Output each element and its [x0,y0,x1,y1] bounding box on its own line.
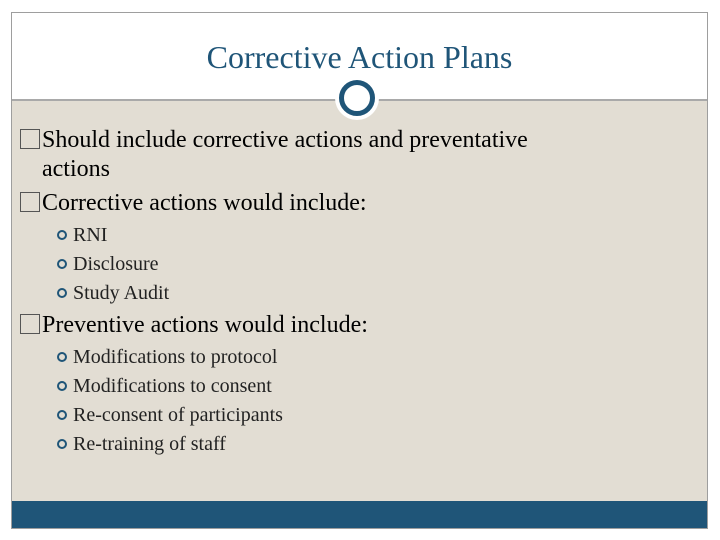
sub-bullet-item [57,432,226,456]
bullet-item [20,126,528,184]
sub-bullet-item [57,345,277,369]
ring-bullet-icon [57,352,67,362]
sub-bullet-item [57,281,169,305]
sub-bullet-text: RNI [73,224,108,246]
sub-bullet-text: Disclosure [73,253,159,275]
ring-bullet-icon [57,259,67,269]
sub-bullet-text: Modifications to consent [73,375,272,397]
ring-bullet-icon [57,439,67,449]
ring-bullet-icon [57,381,67,391]
sub-bullet-text: Re-consent of participants [73,404,283,426]
circle-ornament-icon [339,80,375,116]
sub-bullet-text: Re-training of staff [73,433,226,455]
slide-title: Corrective Action Plans [206,39,513,75]
sub-bullet-text: Study Audit [73,282,170,304]
bullet-item [20,189,367,218]
bullet-text: Preventive actions would include: [42,312,368,338]
ring-bullet-icon [57,410,67,420]
bullet-text: Should include corrective actions and preventative [42,127,528,153]
sub-bullet-item [57,252,159,276]
sub-bullet-item [57,223,107,247]
sub-bullet-item [57,403,283,427]
ring-bullet-icon [57,288,67,298]
missing-glyph-box-icon [20,129,40,149]
missing-glyph-box-icon [20,314,40,334]
bullet-item [20,311,368,340]
sub-bullet-text: Modifications to protocol [73,346,278,368]
bullet-text: Corrective actions would include: [42,190,367,216]
footer-bar [12,501,707,528]
ring-bullet-icon [57,230,67,240]
missing-glyph-box-icon [20,192,40,212]
bullet-text-continued: actions [42,156,110,182]
sub-bullet-item [57,374,272,398]
